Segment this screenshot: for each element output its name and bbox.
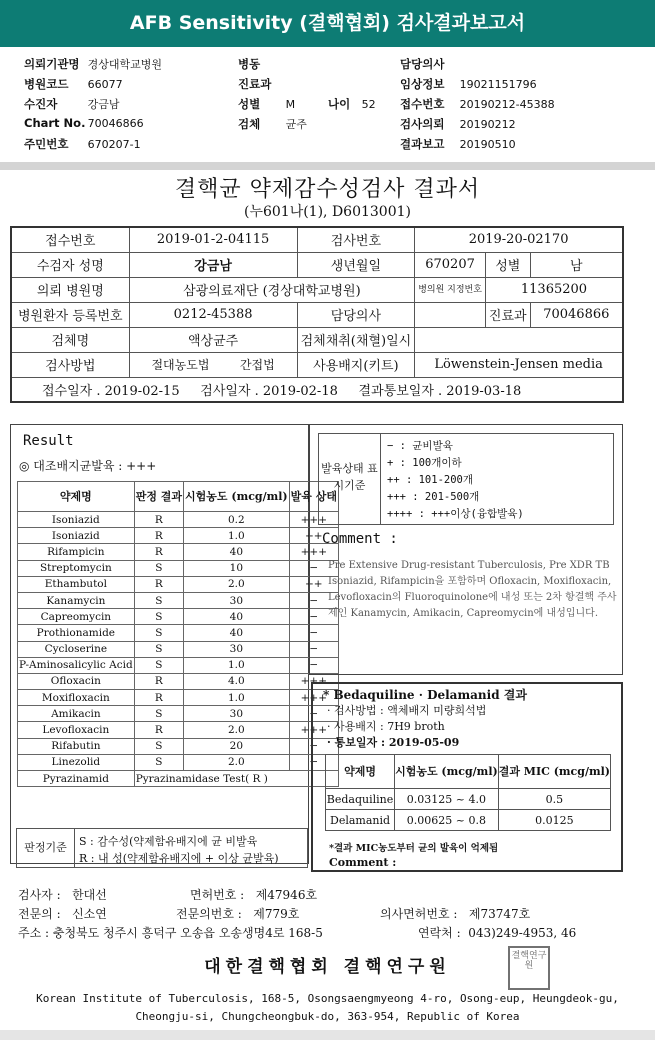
drug-table-header	[18, 482, 339, 512]
report-banner-title: AFB Sensitivity (결핵협회) 검사결과보고서	[0, 0, 655, 47]
patient-info-table	[10, 226, 624, 403]
dept-field: 진료과	[238, 77, 272, 91]
standard-row: ++ : 101-200개	[387, 474, 474, 486]
specialist-line	[18, 905, 107, 922]
comment-line-1: Pre Extensive Drug-resistant Tuberculosis, Pre XDR TB	[328, 560, 610, 571]
license-label: 면허번호 :	[190, 888, 245, 902]
drug-row	[18, 657, 339, 673]
drug-name: Kanamycin	[18, 592, 135, 608]
phone-value: 043)249-4953, 46	[468, 926, 577, 940]
drug-name: Rifampicin	[18, 544, 135, 560]
bd-header-concentration: 시험농도 (mcg/ml)	[395, 755, 499, 789]
drug-row	[18, 754, 339, 770]
drug-row	[18, 641, 339, 657]
address-line	[18, 924, 323, 941]
doctor-license-label: 의사면허번호 :	[380, 907, 458, 921]
hospital-no-value: 11365200	[485, 277, 623, 302]
bottom-margin	[0, 1030, 655, 1040]
drug-name: Ofloxacin	[18, 673, 135, 689]
dept-label: 진료과	[485, 302, 530, 327]
bd-note: *결과 MIC농도부터 균의 발육이 억제됨	[329, 843, 499, 854]
judgment-criteria-label: 판정기준	[17, 829, 75, 867]
drug-judgment: R	[134, 690, 183, 706]
test-no-label: 검사번호	[297, 227, 415, 252]
drug-name: Levofloxacin	[18, 722, 135, 738]
address-label: 주소 :	[18, 926, 50, 940]
drug-growth: −	[289, 738, 338, 754]
drug-row	[18, 560, 339, 576]
standard-row: − : 균비발육	[387, 440, 453, 452]
drug-concentration: 40	[184, 544, 290, 560]
bd-method: · 검사방법 : 액체배지 미량희석법	[327, 704, 487, 717]
drug-concentration: 30	[184, 706, 290, 722]
bd-medium: · 사용배지 : 7H9 broth	[327, 720, 445, 733]
receive-date: 2019-02-15	[104, 383, 180, 399]
dates-row	[11, 377, 623, 402]
drug-concentration: 1.0	[184, 657, 290, 673]
drug-judgment: S	[134, 625, 183, 641]
drug-row	[18, 625, 339, 641]
drug-row	[18, 673, 339, 689]
method-absolute: 절대농도법	[151, 358, 210, 372]
phone-line	[418, 924, 576, 941]
drug-concentration: 30	[184, 592, 290, 608]
drug-growth: +++	[289, 690, 338, 706]
drug-judgment: R	[134, 544, 183, 560]
drug-judgment: R	[134, 528, 183, 544]
drug-row	[18, 738, 339, 754]
drug-concentration: 0.2	[184, 512, 290, 528]
doctor-field: 담당의사	[400, 57, 445, 71]
phone-label: 연락처 :	[418, 926, 461, 940]
drug-growth: +++	[289, 673, 338, 689]
bd-comment: Comment :	[329, 856, 397, 869]
bd-drug: Bedaquiline	[326, 789, 395, 810]
hospital-code-field: 병원코드 66077	[24, 77, 123, 91]
drug-concentration: 10	[184, 560, 290, 576]
organization-name: 대한결핵협회 결핵연구원	[204, 957, 451, 977]
notify-date: 2019-03-18	[446, 383, 522, 399]
birth-value: 670207	[415, 252, 486, 277]
drug-growth: +++	[289, 544, 338, 560]
judgment-r-text: R : 내 성(약제함유배지에 + 이상 균발육)	[79, 852, 279, 865]
judgment-criteria	[16, 828, 308, 868]
drug-growth: ++	[289, 576, 338, 592]
drug-judgment: R	[134, 512, 183, 528]
drug-name: Ethambutol	[18, 576, 135, 592]
receive-date-label: 접수일자 .	[42, 383, 101, 399]
doctor-label: 담당의사	[297, 302, 415, 327]
patient-field: 수진자 강금남	[24, 97, 120, 111]
clinical-info-field: 임상정보 19021151796	[400, 77, 537, 91]
judgment-s-text: S : 감수성(약제함유배지에 균 비발육	[79, 835, 258, 848]
test-no-value: 2019-20-02170	[415, 227, 623, 252]
drug-name: Capreomycin	[18, 609, 135, 625]
method-indirect: 간접법	[239, 358, 275, 372]
standard-row: ++++ : +++이상(융합발육)	[387, 508, 524, 520]
drug-row	[18, 576, 339, 592]
hospital-no-label: 병의원 지정번호	[415, 277, 486, 302]
drug-judgment: S	[134, 560, 183, 576]
name-value: 강금남	[129, 252, 297, 277]
drug-name: Isoniazid	[18, 528, 135, 544]
header-judgment: 판정 결과	[134, 482, 183, 512]
pyrazinamide-row	[18, 771, 339, 787]
drug-row	[18, 609, 339, 625]
drug-judgment: S	[134, 641, 183, 657]
drug-growth: −	[289, 560, 338, 576]
drug-judgment: S	[134, 754, 183, 770]
notify-date-label: 결과통보일자 .	[358, 383, 443, 399]
sex-value: 남	[530, 252, 623, 277]
drug-row	[18, 592, 339, 608]
drug-name: Streptomycin	[18, 560, 135, 576]
control-growth-label: ◎ 대조배지균발육 :	[19, 459, 123, 473]
specialist-no-label: 전문의번호 :	[176, 907, 242, 921]
bd-row	[326, 789, 611, 810]
hospital-label: 의뢰 병원명	[11, 277, 129, 302]
resident-no-field: 주민번호 670207-1	[24, 137, 141, 151]
comment-title: Comment :	[322, 531, 398, 547]
bd-mic: 0.0125	[498, 810, 610, 831]
control-growth-value: +++	[126, 459, 157, 473]
drug-growth: −	[289, 754, 338, 770]
license-line	[190, 886, 317, 903]
drug-concentration: 4.0	[184, 673, 290, 689]
drug-name: Rifabutin	[18, 738, 135, 754]
report-date-field: 결과보고 20190510	[400, 137, 516, 151]
method-value	[129, 352, 297, 377]
drug-judgment: R	[134, 673, 183, 689]
drug-growth: −	[289, 641, 338, 657]
drug-judgment: R	[134, 576, 183, 592]
sex-field: 성별 M	[238, 97, 296, 111]
drug-row	[18, 690, 339, 706]
standard-row: + : 100개이하	[387, 457, 462, 469]
drug-concentration: 40	[184, 625, 290, 641]
specialist-name: 신소연	[72, 907, 107, 921]
drug-row	[18, 512, 339, 528]
drug-judgment: S	[134, 609, 183, 625]
medium-value: Löwenstein-Jensen media	[415, 352, 623, 377]
official-seal-icon: 결핵연구원	[508, 946, 550, 990]
drug-sensitivity-table	[17, 481, 339, 787]
drug-concentration: 40	[184, 609, 290, 625]
specimen-label: 검체명	[11, 327, 129, 352]
bd-mic-table	[325, 754, 611, 831]
drug-judgment: S	[134, 706, 183, 722]
examiner-name: 한대선	[72, 888, 107, 902]
bd-drug: Delamanid	[326, 810, 395, 831]
receipt-no-label: 접수번호	[11, 227, 129, 252]
doctor-license-line	[380, 905, 530, 922]
drug-growth: −	[289, 657, 338, 673]
drug-growth: ++	[289, 528, 338, 544]
hospital-value: 삼광의료재단 (경상대학교병원)	[129, 277, 415, 302]
drug-growth: −	[289, 706, 338, 722]
header-drug: 약제명	[18, 482, 135, 512]
bd-title: * Bedaquiline · Delamanid 결과	[323, 688, 527, 702]
doctor-license-value: 제73747호	[468, 907, 531, 921]
drug-row	[18, 528, 339, 544]
bd-row	[326, 810, 611, 831]
english-address-line-2: Cheongju-si, Chungcheongbuk-do, 363-954, Republic of Korea	[135, 1010, 520, 1023]
name-label: 수검자 성명	[11, 252, 129, 277]
method-label: 검사방법	[11, 352, 129, 377]
growth-standard-box	[318, 433, 614, 525]
drug-growth: +++	[289, 722, 338, 738]
patient-header	[0, 47, 655, 162]
header-concentration: 시험농도 (mcg/ml)	[184, 482, 290, 512]
drug-name: Prothionamide	[18, 625, 135, 641]
drug-concentration: 20	[184, 738, 290, 754]
drug-concentration: 1.0	[184, 690, 290, 706]
drug-growth: −	[289, 625, 338, 641]
report-title: 결핵균 약제감수성검사 결과서	[174, 177, 481, 202]
drug-name: Cycloserine	[18, 641, 135, 657]
drug-judgment: R	[134, 722, 183, 738]
drug-growth: +++	[289, 512, 338, 528]
hospital-field: 의뢰기관명 경상대학교병원	[24, 57, 163, 71]
drug-concentration: 2.0	[184, 722, 290, 738]
standard-row: +++ : 201-500개	[387, 491, 480, 503]
sex-label: 성별	[485, 252, 530, 277]
specialist-no-line	[176, 905, 299, 922]
header-growth: 발육 상태	[289, 482, 338, 512]
drug-concentration: 2.0	[184, 754, 290, 770]
bd-header-drug: 약제명	[326, 755, 395, 789]
growth-standard-label: 발육상태 표시기준	[319, 434, 381, 524]
drug-row	[18, 544, 339, 560]
license-value: 제47946호	[255, 888, 318, 902]
bd-mic: 0.5	[498, 789, 610, 810]
comment-line-2: Isoniazid, Rifampicin을 포함하며 Ofloxacin, Moxifloxacin, Levofloxacin의 Fluoroquinolone에 내성 또는 2차 항결핵 주사제인 Kanamycin, Amikacin, Capreomycin에 내성입니다.	[328, 576, 617, 619]
birth-label: 생년월일	[297, 252, 415, 277]
specimen-field: 검체 균주	[238, 117, 307, 131]
bd-concentration: 0.00625 ~ 0.8	[395, 810, 499, 831]
receipt-no-field: 접수번호 20190212-45388	[400, 97, 555, 111]
bd-notify-date: · 통보일자 : 2019-05-09	[327, 736, 460, 749]
divider-bar	[0, 162, 655, 170]
drug-judgment: S	[134, 738, 183, 754]
scanned-report	[0, 170, 655, 1030]
ward-field: 병동	[238, 57, 261, 71]
drug-growth: −	[289, 609, 338, 625]
drug-row	[18, 706, 339, 722]
specimen-value: 액상균주	[129, 327, 297, 352]
result-title: Result	[23, 433, 74, 449]
bedaquiline-delamanid-section	[311, 682, 623, 872]
specialist-label: 전문의 :	[18, 907, 61, 921]
drug-growth: −	[289, 592, 338, 608]
bd-concentration: 0.03125 ~ 4.0	[395, 789, 499, 810]
collect-label: 검체채취(채혈)일시	[297, 327, 415, 352]
test-date: 2019-02-18	[262, 383, 338, 399]
specialist-no-value: 제779호	[253, 907, 300, 921]
drug-name: P-Aminosalicylic Acid	[18, 657, 135, 673]
english-address-line-1: Korean Institute of Tuberculosis, 168-5, Osongsaengmyeong 4-ro, Osong-eup, Heungdeok-gu,	[36, 992, 619, 1005]
drug-name: Amikacin	[18, 706, 135, 722]
report-code: (누601나(1), D6013001)	[243, 204, 411, 220]
drug-name: Linezolid	[18, 754, 135, 770]
drug-name: Moxifloxacin	[18, 690, 135, 706]
drug-row	[18, 722, 339, 738]
registration-label: 병원환자 등록번호	[11, 302, 129, 327]
age-field: 나이 52	[328, 97, 376, 111]
test-request-field: 검사의뢰 20190212	[400, 117, 516, 131]
examiner-label: 검사자 :	[18, 888, 61, 902]
examiner-line	[18, 886, 107, 903]
registration-value: 0212-45388	[129, 302, 297, 327]
drug-name: Isoniazid	[18, 512, 135, 528]
comment-text	[328, 558, 618, 622]
medium-label: 사용배지(키트)	[297, 352, 415, 377]
pyrazinamide-result: Pyrazinamidase Test( R )	[134, 771, 338, 787]
dept-value: 70046866	[530, 302, 623, 327]
bd-header-mic: 결과 MIC (mcg/ml)	[498, 755, 610, 789]
chart-no-field: Chart No. 70046866	[24, 116, 144, 130]
drug-concentration: 1.0	[184, 528, 290, 544]
test-date-label: 검사일자 .	[200, 383, 259, 399]
drug-judgment: S	[134, 657, 183, 673]
drug-judgment: S	[134, 592, 183, 608]
drug-concentration: 2.0	[184, 576, 290, 592]
growth-standard-and-comment	[309, 424, 623, 675]
drug-concentration: 30	[184, 641, 290, 657]
collect-value	[415, 327, 623, 352]
doctor-value	[415, 302, 486, 327]
receipt-no-value: 2019-01-2-04115	[129, 227, 297, 252]
address-value: 충청북도 청주시 흥덕구 오송읍 오송생명4로 168-5	[52, 926, 323, 940]
control-growth	[19, 457, 156, 474]
result-section	[10, 424, 337, 864]
pyrazinamide-name: Pyrazinamid	[18, 771, 135, 787]
